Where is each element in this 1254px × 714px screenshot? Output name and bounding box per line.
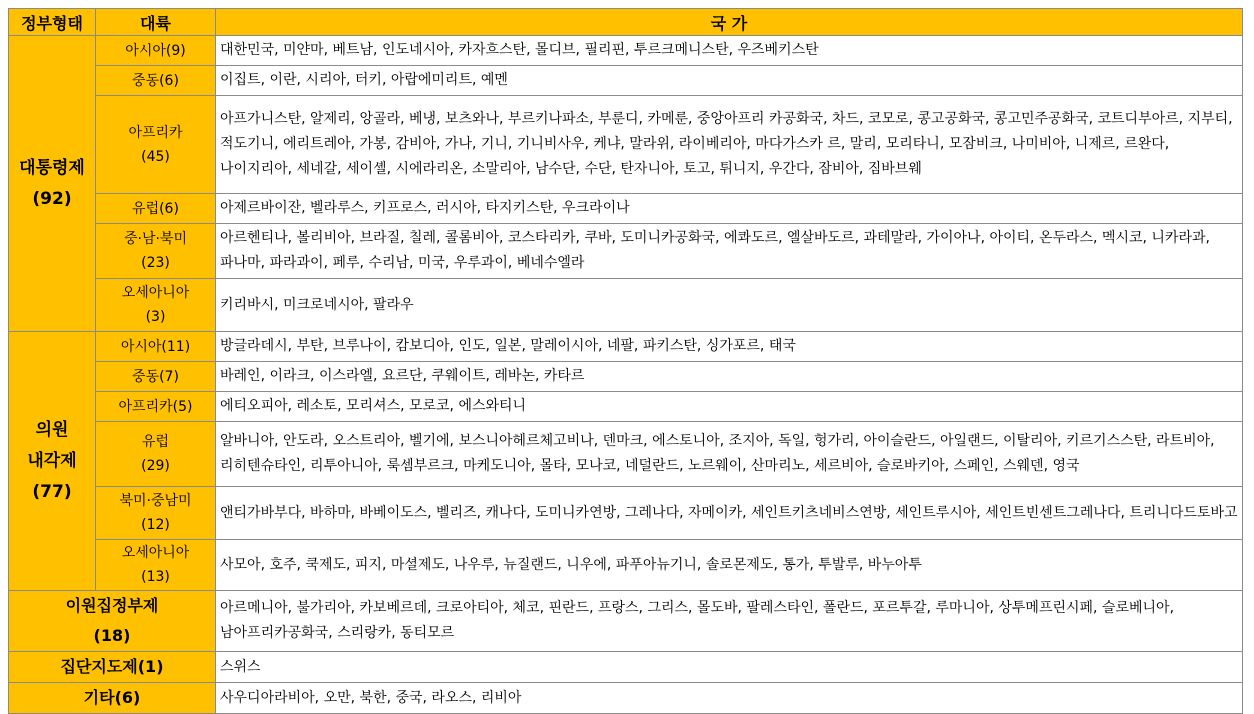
countries-cell: 사우디아라비아, 오만, 북한, 중국, 라오스, 리비아 [216, 683, 1243, 714]
region-cell: 오세아니아 (3) [96, 279, 216, 332]
table-row [9, 279, 1243, 332]
table-row [9, 96, 1243, 194]
region-cell: 아프리카(5) [96, 392, 216, 422]
table-row [9, 540, 1243, 591]
region-cell: 유럽 (29) [96, 422, 216, 487]
header-countries: 국 가 [216, 9, 1243, 36]
gov-type-directorial: 집단지도제(1) [9, 652, 216, 683]
countries-cell: 키리바시, 미크로네시아, 팔라우 [216, 279, 1243, 332]
table-row [9, 487, 1243, 540]
countries-cell: 이집트, 이란, 시리아, 터키, 아랍에미리트, 예멘 [216, 66, 1243, 96]
region-cell: 아프리카 (45) [96, 96, 216, 194]
region-cell: 북미·중남미 (12) [96, 487, 216, 540]
table-row [9, 652, 1243, 683]
table-row [9, 332, 1243, 362]
table-row [9, 224, 1243, 279]
region-cell: 중동(7) [96, 362, 216, 392]
header-gov-type: 정부형태 [9, 9, 96, 36]
gov-type-presidential: 대통령제 (92) [9, 36, 96, 332]
region-cell: 중·남·북미 (23) [96, 224, 216, 279]
gov-type-parliamentary: 의원 내각제 (77) [9, 332, 96, 591]
government-type-table [8, 8, 1243, 714]
countries-cell: 방글라데시, 부탄, 브루나이, 캄보디아, 인도, 일본, 말레이시아, 네팔, 파키스탄, 싱가포르, 태국 [216, 332, 1243, 362]
gov-type-semi-presidential: 이원집정부제 (18) [9, 591, 216, 652]
region-cell: 유럽(6) [96, 194, 216, 224]
countries-cell: 아프가니스탄, 알제리, 앙골라, 베냉, 보츠와나, 부르키나파소, 부룬디, 카메룬, 중앙아프리 카공화국, 차드, 코모로, 콩고공화국, 콩고민주공화국, 코트디부아르, 지부티, 적도기니, 에리트레아, 가봉, 감비아, 가나, 기니, 기니비사우, 케냐, 말라위, 라이베리아, 마다가스카 르, 말리, 모리타니, 모잠비크, 나미비아, 니제르, 르완다, 나이지리아, 세네갈, 세이셸, 시에라리온, 소말리아, 남수단, 수단, 탄자니아, 토고, 튀니지, 우간다, 잠비아, 짐바브웨 [216, 96, 1243, 194]
countries-cell: 스위스 [216, 652, 1243, 683]
countries-cell: 아제르바이잔, 벨라루스, 키프로스, 러시아, 타지키스탄, 우크라이나 [216, 194, 1243, 224]
table-row [9, 422, 1243, 487]
header-region: 대륙 [96, 9, 216, 36]
table-row [9, 683, 1243, 714]
countries-cell: 아르헨티나, 볼리비아, 브라질, 칠레, 콜롬비아, 코스타리카, 쿠바, 도미니카공화국, 에콰도르, 엘살바도르, 과테말라, 가이아나, 아이티, 온두라스, 멕시코, 니카라과, 파나마, 파라과이, 페루, 수리남, 미국, 우루과이, 베네수엘라 [216, 224, 1243, 279]
countries-cell: 아르메니아, 불가리아, 카보베르데, 크로아티아, 체코, 핀란드, 프랑스, 그리스, 몰도바, 팔레스타인, 폴란드, 포르투갈, 루마니아, 상투메프린시페, 슬로베니아, 남아프리카공화국, 스리랑카, 동티모르 [216, 591, 1243, 652]
countries-cell: 대한민국, 미얀마, 베트남, 인도네시아, 카자흐스탄, 몰디브, 필리핀, 투르크메니스탄, 우즈베키스탄 [216, 36, 1243, 66]
countries-cell: 앤티가바부다, 바하마, 바베이도스, 벨리즈, 캐나다, 도미니카연방, 그레나다, 자메이카, 세인트키츠네비스연방, 세인트루시아, 세인트빈센트그레나다, 트리니다드토바고 [216, 487, 1243, 540]
region-cell: 오세아니아 (13) [96, 540, 216, 591]
countries-cell: 알바니아, 안도라, 오스트리아, 벨기에, 보스니아헤르체고비나, 덴마크, 에스토니아, 조지아, 독일, 헝가리, 아이슬란드, 아일랜드, 이탈리아, 키르기스스탄, 라트비아, 리히텐슈타인, 리투아니아, 룩셈부르크, 마케도니아, 몰타, 모나코, 네덜란드, 노르웨이, 산마리노, 세르비아, 슬로바키아, 스페인, 스웨덴, 영국 [216, 422, 1243, 487]
table-row [9, 362, 1243, 392]
table-row [9, 392, 1243, 422]
gov-type-other: 기타(6) [9, 683, 216, 714]
region-cell: 아시아(9) [96, 36, 216, 66]
countries-cell: 에티오피아, 레소토, 모리셔스, 모로코, 에스와티니 [216, 392, 1243, 422]
region-cell: 중동(6) [96, 66, 216, 96]
countries-cell: 바레인, 이라크, 이스라엘, 요르단, 쿠웨이트, 레바논, 카타르 [216, 362, 1243, 392]
table-row [9, 66, 1243, 96]
table-row [9, 194, 1243, 224]
table-row [9, 36, 1243, 66]
header-row [9, 9, 1243, 36]
table-row [9, 591, 1243, 652]
countries-cell: 사모아, 호주, 쿡제도, 피지, 마셜제도, 나우루, 뉴질랜드, 니우에, 파푸아뉴기니, 솔로몬제도, 통가, 투발루, 바누아투 [216, 540, 1243, 591]
region-cell: 아시아(11) [96, 332, 216, 362]
